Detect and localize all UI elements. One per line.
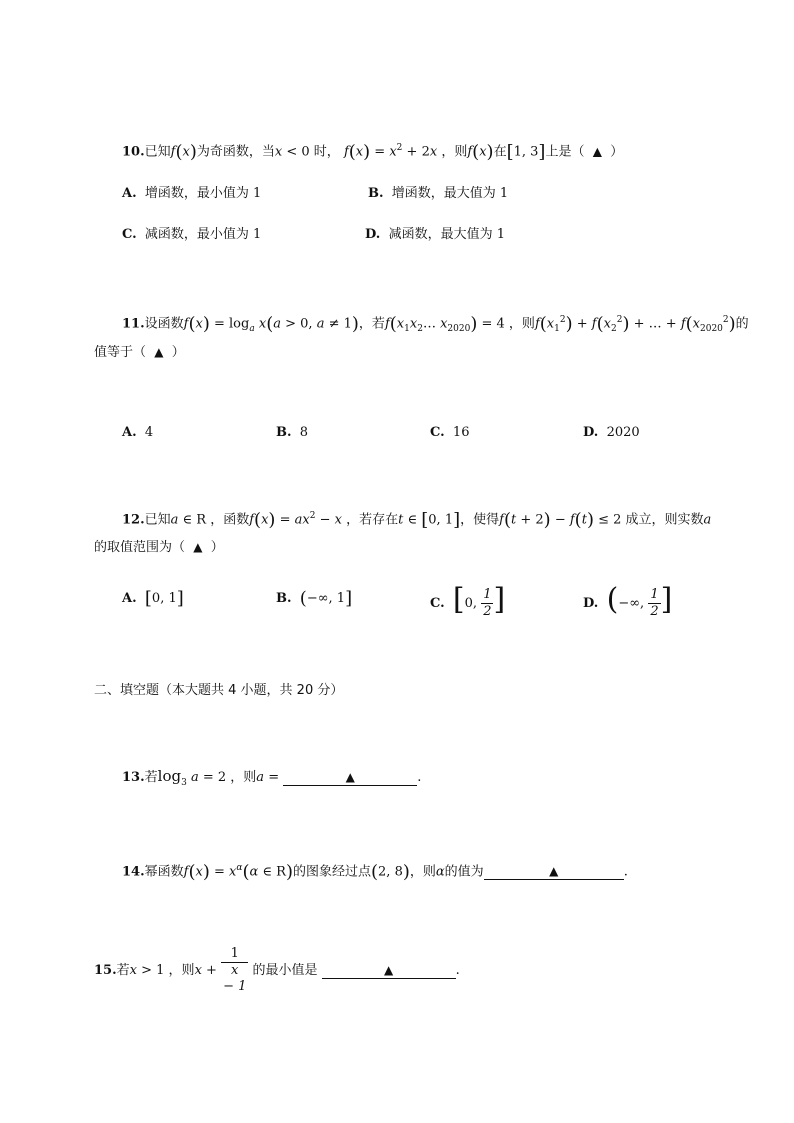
q11-stem: 11.设函数$f(x) = \log_a x(a > 0$, a ≠ 1)，若$f(x_1x_2\dots$ $x_{2020}) = 4$ ，则$f(x_1^2) + f(x_2^2)$ + … + $f(x_{2020}^2)$的: [122, 313, 749, 335]
answer-marker-icon: ▲: [549, 864, 559, 879]
q10-option-d: D. 减函数，最大值为 1: [365, 227, 506, 242]
q12-option-a: A. [0, 1]: [122, 588, 184, 609]
answer-marker-icon: ▲: [592, 144, 602, 159]
q10-stem: 10.已知f(x)为奇函数，当x < 0 时， $f(x) = x^2 + 2x$ ，则f(x)在[1, 3]上是（ ▲ ）: [122, 141, 624, 163]
q12-stem: 12.已知a ∈ R ，函数$f(x) = ax^2 - x$ ，若存在t ∈ [0, 1]，使得f(t + 2) − f(t) ≤ 2 成立，则实数a: [122, 509, 712, 531]
q11-number: 11.: [122, 316, 145, 332]
q11-option-a: A. 4: [122, 425, 154, 440]
q14-answer-blank: [484, 864, 624, 880]
q11-option-b: B. 8: [276, 425, 309, 440]
q12-option-d: D. (−∞, $\frac{1}{2}$ ]: [583, 582, 673, 619]
q10-option-b: B. 增函数，最大值为 1: [368, 186, 509, 201]
q11-option-d: D. 2020: [583, 425, 640, 440]
answer-marker-icon: ▲: [345, 770, 355, 784]
answer-marker-icon: ▲: [154, 345, 164, 359]
q15-stem: 15.若x > 1 ，则x + 1 x − 1 的最小值是 ▲ .: [94, 946, 460, 994]
q11-option-c: C. 16: [430, 425, 470, 440]
q10-option-c: C. 减函数，最小值为 1: [122, 227, 262, 242]
q13-stem: 13.若$\log_3 a = 2$ ，则a = ▲ .: [122, 767, 422, 788]
q12-option-c: C. [0, $\frac{1}{2}$ ]: [430, 582, 506, 619]
q11-stem-line2: 值等于（ ▲ ）: [94, 345, 185, 360]
q10-option-a: A. 增函数，最小值为 1: [122, 186, 262, 201]
q15-answer-blank: [322, 963, 456, 979]
q12-number: 12.: [122, 512, 145, 528]
section-heading: 二、填空题（本大题共 4 小题，共 20 分）: [94, 683, 344, 698]
q14-stem: 14.幂函数$f(x) = x^\alpha(\alpha$ ∈ R)的图象经过点(2, 8)，则α的值为 ▲ .: [122, 861, 628, 883]
q14-number: 14.: [122, 864, 145, 880]
q10-number: 10.: [122, 144, 145, 160]
answer-marker-icon: ▲: [384, 963, 394, 977]
q15-number: 15.: [94, 963, 117, 978]
q12-stem-line2: 的取值范围为（ ▲ ）: [94, 540, 224, 555]
q12-option-b: B. (−∞, 1]: [276, 588, 353, 609]
q13-number: 13.: [122, 770, 145, 785]
q13-answer-blank: [283, 770, 417, 786]
answer-marker-icon: ▲: [193, 540, 203, 554]
